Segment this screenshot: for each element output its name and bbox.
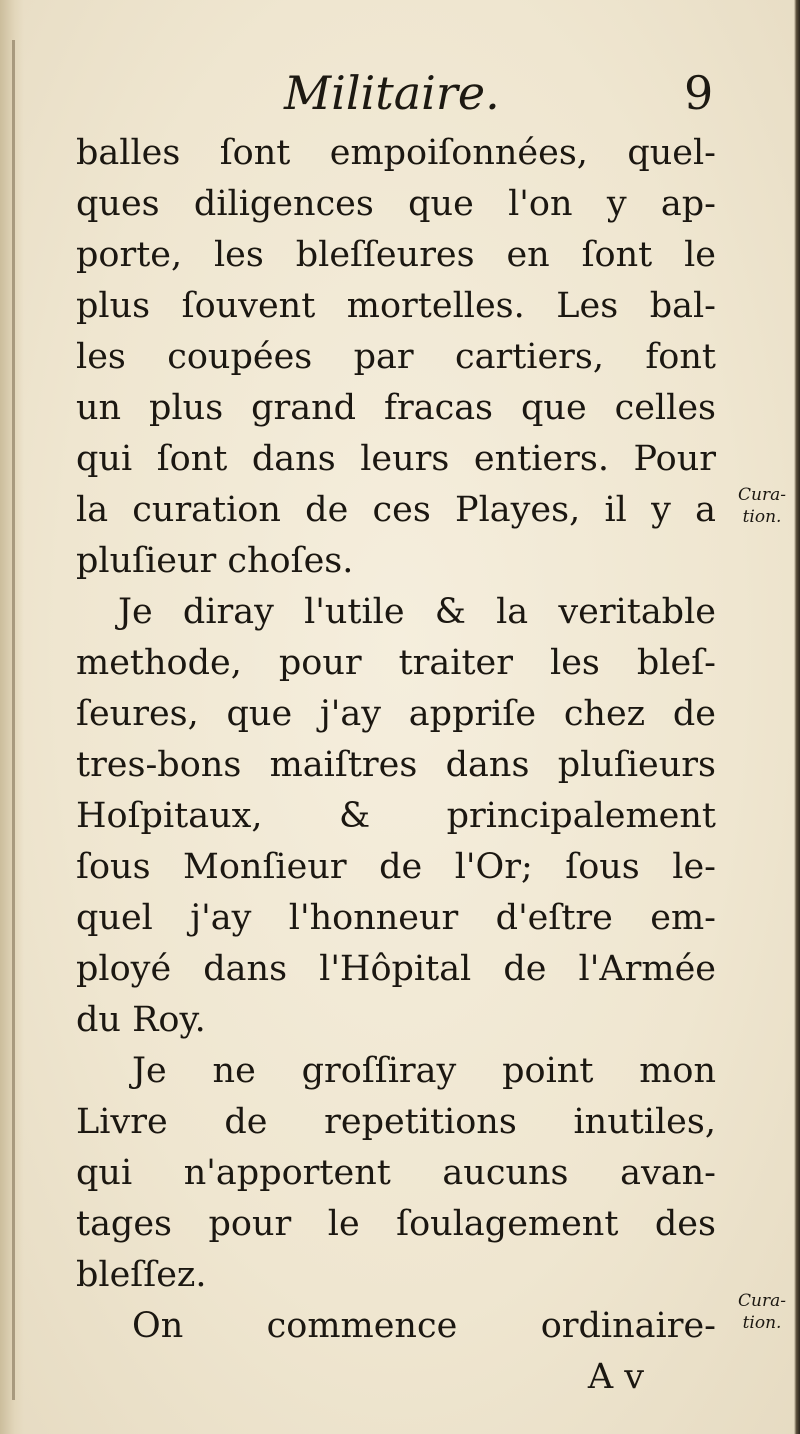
binding-gutter [0,0,24,1434]
text-line: Hoſpitaux, & principalement [76,796,716,836]
body-text [76,128,716,1403]
binding-edge [12,40,15,1400]
margin-note-text: Cura- tion. [738,485,786,527]
page-edge-shadow [794,0,800,1434]
running-head-title: Militaire. [284,66,500,120]
text-line: la curation de ces Playes, il y a [76,490,716,530]
text-line: tages pour le ſoulagement des [76,1204,716,1244]
text-line: pluſieur choſes. [76,541,354,581]
text-line: tres-bons maiſtres dans pluſieurs [76,745,716,785]
text-line: porte, les bleſſeures en ſont le [76,235,716,275]
text-line: quel j'ay l'honneur d'eſtre em- [76,898,716,938]
text-line: ſeures, que j'ay appriſe chez de [76,694,716,734]
text-line: qui ſont dans leurs entiers. Pour [76,439,716,479]
text-line: Je ne groſſiray point mon [132,1051,716,1091]
text-line: bleſſez. [76,1255,207,1295]
text-line: Je diray l'utile & la veritable [118,592,716,632]
margin-note-text: Cura- tion. [738,1291,786,1333]
text-line: un plus grand fracas que celles [76,388,716,428]
page-number: 9 [684,66,714,120]
text-line: ployé dans l'Hôpital de l'Armée [76,949,716,989]
running-head [0,66,800,136]
text-line: ques diligences que l'on y ap- [76,184,716,224]
text-line: ſous Monſieur de l'Or; ſous le- [76,847,716,887]
text-line: methode, pour traiter les bleſ- [76,643,716,683]
text-line: qui n'apportent aucuns avan- [76,1153,716,1193]
margin-note [730,1290,794,1334]
text-line: plus ſouvent mortelles. Les bal- [76,286,716,326]
text-line: du Roy. [76,1000,206,1040]
margin-note [730,484,794,528]
signature-mark: A v [587,1357,645,1397]
text-line: On commence ordinaire- [132,1306,716,1346]
text-line: balles ſont empoiſonnées, quel- [76,133,716,173]
text-line: les coupées par cartiers, font [76,337,716,377]
text-line: Livre de repetitions inutiles, [76,1102,716,1142]
